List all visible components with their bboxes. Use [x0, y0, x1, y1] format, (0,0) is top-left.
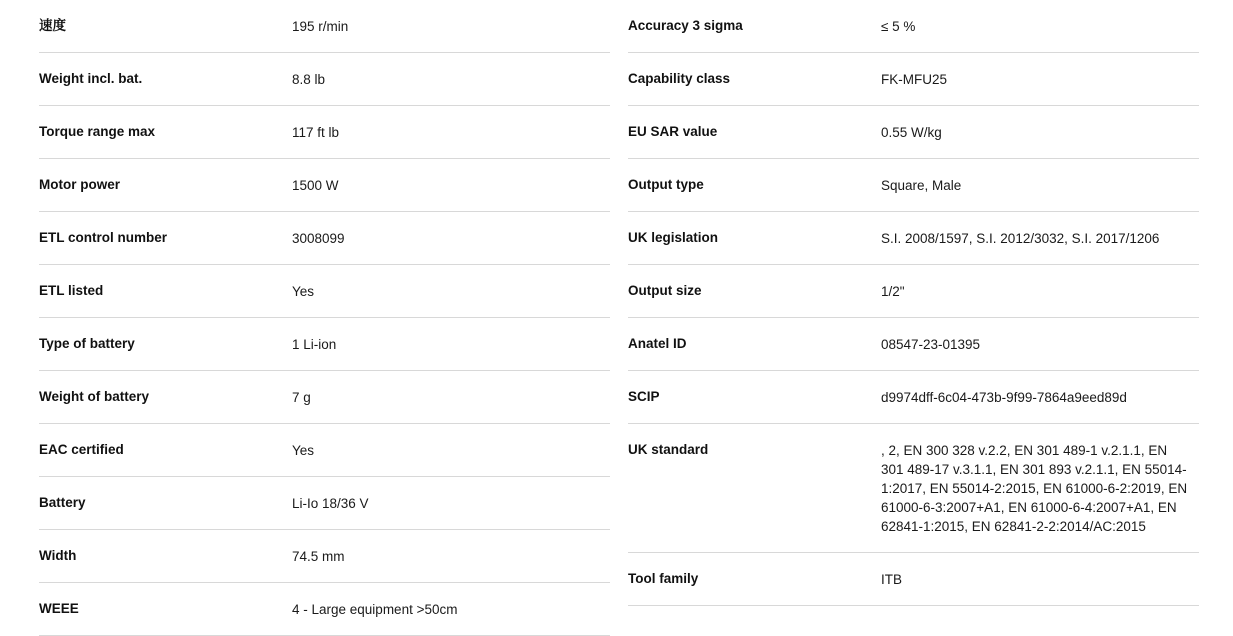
spec-value: FK-MFU25: [880, 72, 947, 87]
spec-value: Yes: [292, 284, 315, 299]
spec-label: Capability class: [627, 71, 731, 86]
table-row: [628, 553, 1199, 606]
spec-label: Weight of battery: [39, 389, 150, 404]
table-row: [39, 530, 610, 583]
specifications-left-column: [0, 0, 610, 636]
spec-label: Weight incl. bat.: [39, 71, 143, 86]
table-row: [628, 159, 1199, 212]
table-row: [628, 0, 1199, 53]
table-row: [39, 106, 610, 159]
spec-label: ETL listed: [39, 283, 104, 298]
table-row: [39, 318, 610, 371]
spec-label: UK standard: [627, 442, 709, 457]
table-row: [39, 371, 610, 424]
spec-value: d9974dff-6c04-473b-9f99-7864a9eed89d: [880, 390, 1127, 405]
spec-value: 1/2": [880, 284, 905, 299]
spec-value: Li-Io 18/36 V: [292, 496, 369, 511]
spec-value: S.I. 2008/1597, S.I. 2012/3032, S.I. 2017/1206: [880, 231, 1160, 246]
spec-value: ≤ 5 %: [880, 19, 916, 34]
spec-label: Type of battery: [39, 336, 135, 351]
spec-label: Width: [39, 548, 77, 563]
spec-label: EAC certified: [39, 442, 124, 457]
spec-value: 195 r/min: [292, 19, 349, 34]
spec-label: Output type: [627, 177, 704, 192]
table-row: [39, 0, 610, 53]
table-row: [628, 424, 1199, 553]
table-row: [39, 53, 610, 106]
spec-value: , 2, EN 300 328 v.2.2, EN 301 489-1 v.2.1.1, EN 301 489-17 v.3.1.1, EN 301 893 v.2.1.1, EN 55014-1:2017, EN 55014-2:2015, EN 61000-6-2:2019, EN 61000-6-3:2007+A1, EN 61000-6-4:2007+A1, EN 62841-1:2015, EN 62841-2-2:2014/AC:2015: [880, 443, 1188, 534]
table-row: [628, 53, 1199, 106]
spec-value: 74.5 mm: [292, 549, 345, 564]
spec-value: 3008099: [292, 231, 345, 246]
spec-value: Yes: [292, 443, 315, 458]
spec-label: Accuracy 3 sigma: [627, 18, 743, 33]
table-row: [628, 318, 1199, 371]
spec-label: EU SAR value: [627, 124, 718, 139]
specifications-right-column: [628, 0, 1233, 636]
spec-value: 08547-23-01395: [880, 337, 981, 352]
table-row: [628, 106, 1199, 159]
spec-value: 7 g: [292, 390, 311, 405]
table-row: [39, 424, 610, 477]
spec-label: Anatel ID: [627, 336, 687, 351]
table-row: [628, 371, 1199, 424]
spec-label: WEEE: [39, 601, 79, 616]
spec-label: ETL control number: [39, 230, 168, 245]
spec-value: 4 - Large equipment >50cm: [292, 602, 458, 617]
table-row: [39, 583, 610, 636]
table-row: [39, 477, 610, 530]
spec-value: 117 ft lb: [292, 125, 340, 140]
spec-label: UK legislation: [627, 230, 718, 245]
spec-value: ITB: [880, 572, 902, 587]
spec-label: Motor power: [39, 177, 120, 192]
spec-label: Output size: [627, 283, 702, 298]
spec-value: 1 Li-ion: [292, 337, 337, 352]
spec-label: SCIP: [627, 389, 660, 404]
table-row: [628, 265, 1199, 318]
spec-value: Square, Male: [880, 178, 962, 193]
table-row: [628, 212, 1199, 265]
spec-value: 8.8 lb: [292, 72, 326, 87]
table-row: [39, 212, 610, 265]
table-row: [39, 265, 610, 318]
spec-label: 速度: [39, 18, 66, 33]
spec-label: Tool family: [627, 571, 699, 586]
spec-label: Battery: [39, 495, 86, 510]
spec-value: 0.55 W/kg: [880, 125, 942, 140]
column-gap: [610, 0, 628, 636]
table-row: [39, 159, 610, 212]
spec-label: Torque range max: [39, 124, 156, 139]
spec-value: 1500 W: [292, 178, 339, 193]
